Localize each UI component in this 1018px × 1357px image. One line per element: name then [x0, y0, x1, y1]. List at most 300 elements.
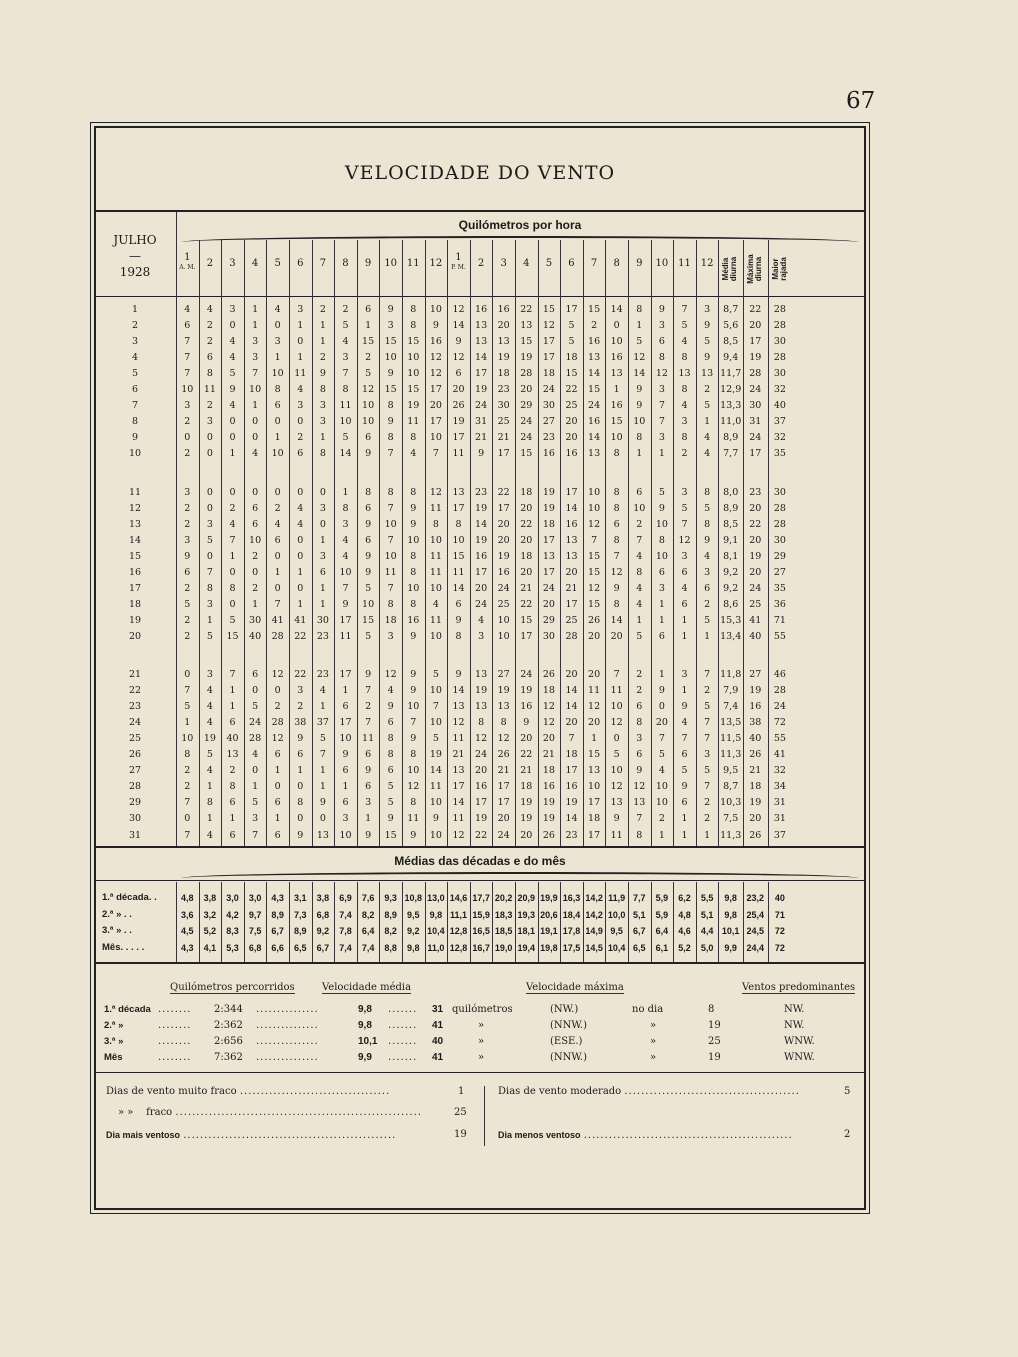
- hour-value: 12: [633, 781, 646, 793]
- hour-header-10: [379, 258, 402, 270]
- units-header: Quilómetros por hora: [458, 218, 582, 232]
- hour-number: 4: [251, 258, 259, 269]
- hour-value: 1: [342, 486, 349, 498]
- day-number: 12: [128, 502, 142, 514]
- hour-value: 9: [681, 701, 688, 713]
- hour-value: 17: [497, 502, 510, 514]
- summary-day-label: »: [650, 1020, 657, 1031]
- hour-value: 7: [387, 448, 394, 460]
- means-label: 2.ª » . .: [102, 908, 132, 920]
- hour-value: 8: [704, 518, 711, 530]
- hour-value: 7: [274, 598, 281, 610]
- hour-value: 7: [704, 717, 711, 729]
- hour-value: 29: [520, 400, 533, 412]
- hour-value: 0: [252, 486, 259, 498]
- hour-value: 6: [387, 717, 394, 729]
- hour-value: 8: [410, 304, 417, 315]
- hour-value: 2: [274, 701, 281, 713]
- summary-max: 41: [432, 1052, 444, 1063]
- summary-max: 31: [432, 1004, 444, 1015]
- column-divider: [312, 240, 313, 846]
- means-value: 15,9: [472, 909, 490, 920]
- hour-value: 10: [339, 416, 352, 428]
- column-divider: [628, 240, 629, 846]
- hour-value: 19: [475, 502, 488, 514]
- footer-fraco: [118, 1107, 422, 1119]
- hour-value: 1: [319, 598, 326, 610]
- stat-value: 13,4: [720, 630, 742, 642]
- hour-value: 2: [704, 797, 711, 809]
- day-number: 15: [128, 550, 142, 562]
- hour-value: 0: [274, 685, 281, 697]
- hour-value: 8: [274, 384, 281, 396]
- stat-header-3: [770, 246, 788, 292]
- hour-value: 8: [410, 749, 417, 761]
- hour-value: 10: [610, 701, 623, 713]
- fraco-prefix: » »: [118, 1107, 134, 1118]
- fraco-value: 25: [454, 1107, 467, 1118]
- hour-value: 16: [497, 304, 510, 315]
- hour-value: 16: [407, 614, 420, 626]
- hour-value: 18: [497, 368, 510, 380]
- hour-value: 7: [365, 685, 372, 697]
- means-value: 9,2: [316, 926, 330, 936]
- hour-value: 5: [568, 320, 575, 332]
- hour-value: 13: [316, 829, 329, 841]
- hour-value: 1: [658, 669, 665, 680]
- hour-value: 13: [475, 320, 488, 332]
- hour-value: 27: [542, 416, 555, 428]
- hour-value: 2: [252, 550, 259, 562]
- hour-value: 6: [229, 717, 236, 729]
- hour-value: 4: [297, 502, 304, 514]
- day-number: 31: [128, 829, 142, 841]
- hour-header-22: [651, 258, 674, 270]
- hour-value: 4: [636, 582, 643, 594]
- hour-number: 9: [364, 258, 372, 269]
- hour-value: 10: [610, 336, 623, 348]
- hour-value: 5: [681, 320, 688, 332]
- hour-value: 3: [342, 352, 349, 364]
- hour-value: 6: [681, 749, 688, 761]
- hour-value: 0: [319, 518, 326, 530]
- hour-value: 6: [658, 336, 665, 348]
- footer-divider: [96, 1072, 864, 1073]
- hour-value: 12: [588, 701, 601, 713]
- means-value: 4,2: [226, 909, 239, 920]
- table-frame: [94, 126, 866, 1210]
- hour-value: 6: [681, 566, 688, 578]
- hour-value: 20: [565, 669, 578, 680]
- hour-value: 2: [365, 701, 372, 713]
- hour-value: 7: [184, 685, 191, 697]
- hour-value: 17: [520, 630, 533, 642]
- means-value: 19,0: [494, 942, 513, 953]
- column-divider: [379, 240, 380, 846]
- means-value: 20,6: [540, 909, 558, 920]
- hour-value: 1: [342, 685, 349, 697]
- hour-value: 0: [229, 566, 236, 578]
- column-divider: [560, 240, 561, 846]
- hour-value: 10: [655, 550, 668, 562]
- hour-value: 7: [184, 368, 191, 380]
- hour-value: 0: [613, 320, 620, 332]
- hour-value: 17: [429, 416, 442, 428]
- day-number: 25: [128, 733, 142, 745]
- hour-value: 24: [475, 400, 488, 412]
- means-value: 9,5: [407, 909, 420, 920]
- hour-value: 2: [184, 518, 191, 530]
- hour-value: 15: [407, 384, 420, 396]
- hour-value: 15: [407, 336, 420, 348]
- hour-value: 2: [184, 502, 191, 514]
- hour-value: 10: [339, 829, 352, 841]
- hour-number: 8: [342, 258, 349, 269]
- means-value: 13,0: [427, 893, 445, 903]
- hour-value: 7: [387, 534, 394, 546]
- hour-value: 1: [319, 320, 326, 332]
- means-column-divider: [402, 882, 403, 962]
- hour-value: 9: [658, 685, 665, 697]
- column-divider: [447, 240, 448, 846]
- leader-dots: ........: [158, 1004, 192, 1015]
- stat-value: 27: [773, 566, 786, 578]
- hour-value: 1: [184, 717, 191, 729]
- hour-value: 11: [384, 566, 397, 578]
- hour-value: 19: [542, 813, 555, 825]
- hour-value: 10: [429, 304, 442, 315]
- hour-value: 9: [365, 566, 372, 578]
- hour-value: 4: [478, 614, 485, 626]
- hour-value: 4: [387, 685, 394, 697]
- hour-value: 2: [342, 304, 349, 315]
- hour-value: 10: [249, 534, 262, 546]
- summary-max: 41: [432, 1020, 444, 1031]
- hour-value: 6: [658, 566, 665, 578]
- hour-value: 3: [274, 336, 281, 348]
- day-number: 17: [128, 582, 142, 594]
- means-value: 14,2: [585, 909, 603, 920]
- stat-value: 40: [749, 733, 762, 745]
- hour-value: 7: [342, 368, 349, 380]
- hour-value: 6: [365, 502, 372, 514]
- hour-value: 1: [297, 566, 304, 578]
- column-divider: [244, 240, 245, 846]
- hour-value: 2: [636, 518, 643, 530]
- hour-value: 2: [229, 765, 236, 777]
- leader-dots: ........: [158, 1036, 192, 1047]
- hour-value: 1: [297, 598, 304, 610]
- stat-value: 11,5: [720, 733, 742, 745]
- means-value: 7,7: [633, 893, 646, 903]
- hour-value: 3: [252, 813, 259, 825]
- hour-value: 1: [613, 384, 620, 396]
- hour-value: 13: [226, 749, 239, 761]
- stat-value: 30: [749, 400, 762, 412]
- hour-value: 1: [636, 320, 643, 332]
- hour-value: 5: [704, 701, 711, 713]
- hour-value: 10: [588, 781, 601, 793]
- hour-value: 5: [229, 368, 236, 380]
- hour-value: 6: [319, 566, 326, 578]
- hour-value: 0: [297, 416, 304, 428]
- hour-value: 10: [339, 566, 352, 578]
- hour-value: 12: [610, 717, 623, 729]
- column-divider: [583, 240, 584, 846]
- hour-value: 2: [274, 502, 281, 514]
- means-value: 12,8: [449, 926, 468, 936]
- hour-value: 10: [407, 701, 420, 713]
- table-row: [96, 765, 864, 779]
- hour-value: 5: [704, 765, 711, 777]
- menos-value: 2: [844, 1129, 851, 1140]
- hour-value: 0: [184, 669, 191, 680]
- hour-number: 3: [500, 258, 507, 269]
- stat-value: 28: [773, 304, 786, 315]
- hour-value: 20: [475, 582, 488, 594]
- table-row: [96, 416, 864, 430]
- means-value: 6,4: [655, 926, 669, 936]
- summary-km: 2:362: [214, 1020, 243, 1031]
- hour-value: 15: [588, 598, 601, 610]
- means-column-divider: [492, 882, 493, 962]
- hour-value: 13: [701, 368, 714, 380]
- hour-value: 0: [184, 813, 191, 825]
- footer-moderado: [498, 1086, 800, 1098]
- hour-value: 6: [681, 598, 688, 610]
- means-value: 9,5: [610, 926, 623, 936]
- hour-value: 9: [432, 813, 439, 825]
- means-column-divider: [244, 882, 245, 962]
- stat-value: 30: [773, 336, 786, 348]
- means-stat-value: 24,5: [746, 926, 765, 936]
- hour-value: 1: [297, 352, 304, 364]
- hour-value: 20: [497, 320, 510, 332]
- hour-value: 20: [655, 717, 668, 729]
- column-divider: [743, 240, 744, 846]
- hour-value: 13: [565, 534, 578, 546]
- column-divider: [768, 240, 769, 846]
- hour-value: 2: [206, 400, 213, 412]
- stat-value: 11,0: [720, 416, 742, 428]
- summary-wind: NW.: [784, 1020, 805, 1031]
- hour-value: 17: [565, 765, 578, 777]
- hour-value: 10: [339, 733, 352, 745]
- hour-value: 17: [565, 486, 578, 498]
- hour-value: 20: [497, 518, 510, 530]
- hour-value: 11: [429, 502, 442, 514]
- hour-value: 10: [633, 416, 646, 428]
- stat-value: 7,4: [723, 701, 739, 713]
- summary-direction: (NNW.): [550, 1052, 588, 1063]
- hour-value: 1: [681, 614, 688, 626]
- stat-header-2: [748, 246, 762, 292]
- hour-header-2: [199, 258, 222, 270]
- hour-number: 2: [206, 258, 214, 269]
- hour-value: 17: [497, 448, 510, 460]
- column-divider: [718, 240, 719, 846]
- title-divider: [96, 210, 864, 212]
- hour-value: 22: [497, 486, 510, 498]
- hour-value: 9: [410, 685, 417, 697]
- means-value: 4,1: [203, 942, 217, 953]
- hour-value: 4: [252, 749, 259, 761]
- hour-value: 28: [565, 630, 578, 642]
- hour-value: 5: [252, 797, 259, 809]
- stat-value: 30: [773, 368, 786, 380]
- means-brace: [182, 872, 858, 879]
- means-value: 20,2: [494, 893, 513, 903]
- hour-value: 5: [342, 432, 349, 444]
- stat-value: 9,2: [723, 566, 739, 578]
- hour-value: 22: [520, 749, 533, 761]
- hour-value: 14: [610, 614, 623, 626]
- hour-value: 1: [658, 829, 665, 841]
- hour-value: 4: [658, 765, 665, 777]
- column-divider: [651, 240, 652, 846]
- stat-value: 11,8: [720, 669, 742, 680]
- hour-value: 18: [542, 765, 555, 777]
- table-row: [96, 368, 864, 382]
- hour-value: 23: [497, 384, 510, 396]
- hour-value: 2: [704, 384, 711, 396]
- table-row: [96, 535, 864, 549]
- hour-value: 11: [452, 566, 465, 578]
- summary-unit: quilómetros: [452, 1004, 513, 1015]
- hour-value: 22: [294, 669, 307, 680]
- hour-value: 2: [252, 582, 259, 594]
- hour-value: 7: [613, 550, 620, 562]
- hour-value: 2: [704, 598, 711, 610]
- hour-value: 11: [407, 416, 420, 428]
- hour-value: 20: [565, 416, 578, 428]
- hour-value: 9: [297, 829, 304, 841]
- hour-value: 22: [294, 630, 307, 642]
- hour-value: 10: [271, 368, 284, 380]
- means-stat-value: 72: [774, 942, 785, 953]
- stat-value: 11,3: [720, 749, 742, 761]
- means-column-divider: [199, 882, 200, 962]
- hour-value: 38: [294, 717, 307, 729]
- hour-value: 30: [542, 630, 555, 642]
- hour-value: 3: [297, 685, 304, 697]
- hour-value: 17: [542, 336, 555, 348]
- hour-value: 15: [588, 550, 601, 562]
- hour-value: 9: [365, 765, 372, 777]
- hour-value: 8: [658, 534, 665, 546]
- hour-value: 17: [339, 717, 352, 729]
- summary-day: 8: [708, 1004, 715, 1015]
- hour-value: 1: [274, 813, 281, 825]
- hour-value: 9: [387, 701, 394, 713]
- stat-value: 8,9: [723, 502, 739, 514]
- means-column-divider: [312, 882, 313, 962]
- hour-value: 8: [658, 352, 665, 364]
- hour-value: 6: [636, 749, 643, 761]
- hour-value: 27: [497, 669, 510, 680]
- hour-value: 21: [497, 432, 510, 444]
- means-column-divider: [718, 882, 719, 962]
- hour-value: 0: [274, 486, 281, 498]
- hour-value: 19: [542, 502, 555, 514]
- hour-value: 3: [681, 416, 688, 428]
- hour-value: 15: [520, 336, 533, 348]
- means-column-divider: [289, 882, 290, 962]
- hour-value: 20: [452, 384, 465, 396]
- hour-value: 10: [429, 685, 442, 697]
- hour-value: 13: [565, 550, 578, 562]
- means-value: 9,2: [407, 926, 420, 936]
- hour-value: 10: [429, 432, 442, 444]
- column-divider: [357, 240, 358, 846]
- hour-value: 12: [588, 582, 601, 594]
- day-number: 23: [128, 701, 142, 713]
- hour-value: 7: [568, 733, 575, 745]
- hour-value: 23: [316, 630, 329, 642]
- summary-label: 3.ª »: [104, 1036, 124, 1047]
- hour-value: 11: [610, 829, 623, 841]
- hour-value: 6: [365, 781, 372, 793]
- hour-value: 8: [387, 749, 394, 761]
- stat-value: 41: [773, 749, 786, 761]
- means-stat-value: 9,8: [724, 909, 737, 920]
- hour-value: 23: [565, 829, 578, 841]
- means-value: 5,2: [203, 926, 217, 936]
- hour-value: 4: [704, 432, 711, 444]
- hour-header-6: [289, 258, 312, 270]
- summary-max: 40: [432, 1036, 444, 1047]
- hour-value: 10: [588, 486, 601, 498]
- leader-dots: ...............: [256, 1004, 319, 1015]
- means-value: 6,5: [294, 942, 307, 953]
- footer-column-divider: [484, 1086, 485, 1146]
- hour-value: 24: [520, 669, 533, 680]
- hour-value: 6: [206, 352, 213, 364]
- hour-value: 18: [542, 518, 555, 530]
- hour-value: 8: [410, 486, 417, 498]
- hour-number: 5: [545, 258, 553, 269]
- hour-value: 5: [365, 368, 372, 380]
- hour-value: 8: [681, 432, 688, 444]
- hour-value: 17: [542, 534, 555, 546]
- hour-value: 9: [523, 717, 530, 729]
- hour-number: 12: [429, 258, 443, 269]
- means-value: 11,1: [449, 909, 467, 920]
- hour-value: 3: [319, 502, 326, 514]
- hour-value: 17: [542, 352, 555, 364]
- hour-value: 1: [704, 630, 711, 642]
- hour-value: 1: [319, 336, 326, 348]
- stat-value: 16: [749, 701, 762, 713]
- hour-number: 4: [523, 258, 530, 269]
- hour-value: 16: [520, 701, 533, 713]
- hour-value: 24: [588, 400, 601, 412]
- hour-value: 10: [384, 518, 397, 530]
- hour-value: 1: [297, 765, 304, 777]
- table-row: [96, 503, 864, 517]
- hour-value: 4: [704, 448, 711, 460]
- hour-value: 1: [636, 448, 643, 460]
- hour-value: 13: [520, 320, 533, 332]
- stat-value: 41: [749, 614, 762, 626]
- hour-value: 4: [206, 304, 213, 315]
- hour-value: 17: [475, 368, 488, 380]
- hour-value: 1: [274, 765, 281, 777]
- table-row: [96, 685, 864, 699]
- moderado-value: 5: [844, 1086, 851, 1097]
- hour-value: 2: [681, 448, 688, 460]
- means-value: 6,1: [655, 942, 669, 953]
